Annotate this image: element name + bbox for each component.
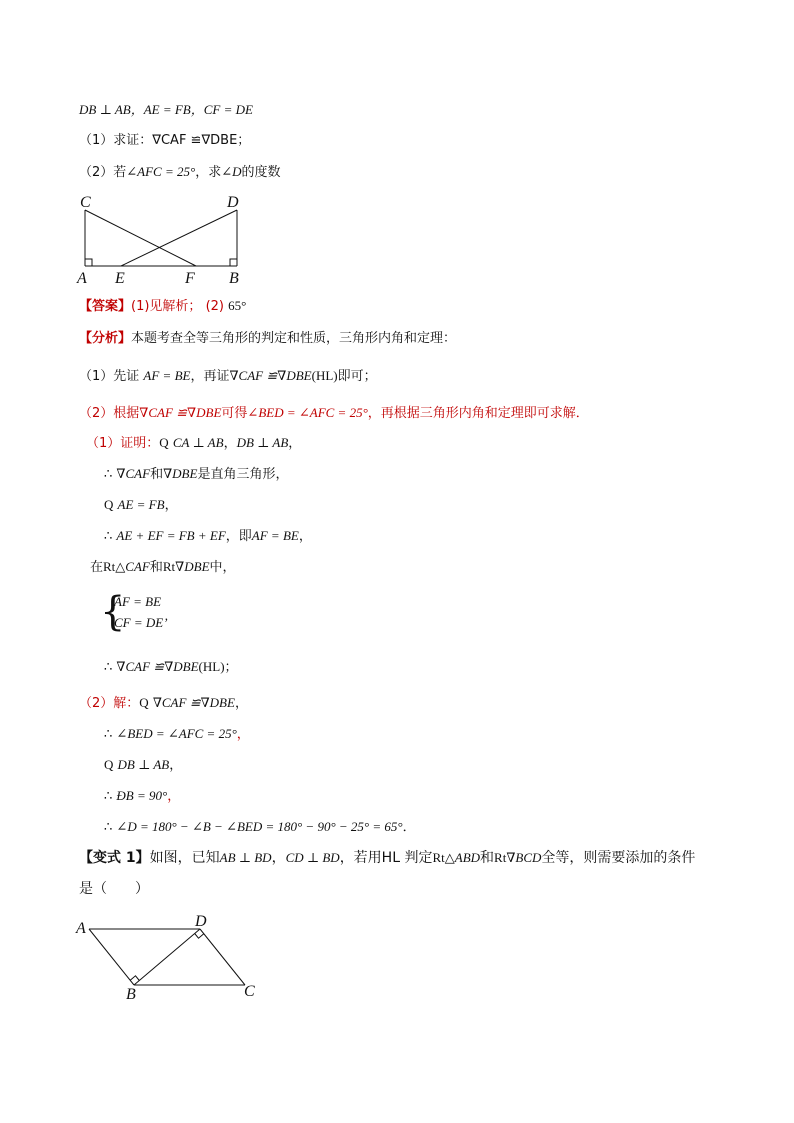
figure-2-diagram (70, 910, 270, 1005)
segment-DC (200, 929, 245, 985)
label-A: A (76, 920, 86, 937)
segment-BD (134, 929, 200, 985)
label-A: A (77, 270, 87, 287)
label-C: C (80, 194, 91, 211)
analysis-line: 【分析】本题考查全等三角形的判定和性质，三角形内角和定理： (79, 331, 457, 346)
variant-line-2: 是（ ） (79, 881, 149, 897)
system-brace: { (100, 589, 126, 635)
solution-line-5: ∴ ∠D = 180° − ∠B − ∠BED = 180° − 90° − 25° = 65°． (104, 819, 416, 835)
segment-AB (89, 929, 134, 985)
answer-line: 【答案】(1)见解析； (2) 65° (79, 298, 247, 314)
right-angle-mark-B (130, 976, 139, 981)
right-angle-mark-D (195, 934, 204, 939)
right-angle-mark-A (85, 259, 92, 266)
question-2: （2）若∠AFC = 25°，求∠D的度数 (79, 164, 281, 180)
label-E: E (115, 270, 125, 287)
solution-line-4: ∴ ÐB = 90°， (104, 788, 181, 804)
proof-line-6: ∴ ∇CAF ≌∇DBE(HL)； (104, 659, 238, 675)
solution-line-1: （2）解：Q ∇CAF ≌∇DBE， (79, 695, 248, 711)
right-angle-mark-B (230, 259, 237, 266)
proof-line-5: 在Rt△CAF和Rt∇DBE中， (90, 559, 236, 575)
figure-1-diagram (70, 190, 260, 290)
proof-line-1: （1）证明：Q CA ⊥ AB，DB ⊥ AB， (86, 435, 302, 451)
label-D: D (195, 913, 207, 930)
system-eq-2: CF = DE’ (114, 615, 168, 630)
label-D: D (227, 194, 239, 211)
label-B: B (126, 986, 136, 1003)
proof-line-2: ∴ ∇CAF和∇DBE是直角三角形， (104, 466, 289, 482)
analysis-step-2: （2）根据∇CAF ≌∇DBE可得∠BED = ∠AFC = 25°，再根据三角形内角和定理即可求解． (79, 405, 589, 421)
label-B: B (229, 270, 239, 287)
label-F: F (185, 270, 195, 287)
system-eq-1: AF = BE (114, 594, 162, 609)
question-1: （1）求证：∇CAF ≌∇DBE； (79, 133, 251, 148)
analysis-step-1: （1）先证 AF = BE，再证∇CAF ≌∇DBE(HL)即可； (79, 368, 377, 384)
problem-condition: DB ⊥ AB，AE = FB，CF = DE (79, 102, 253, 117)
proof-line-3: Q AE = FB， (104, 497, 178, 513)
label-C: C (244, 983, 255, 1000)
proof-line-4: ∴ AE + EF = FB + EF，即AF = BE， (104, 528, 312, 544)
solution-line-3: Q DB ⊥ AB， (104, 757, 183, 773)
variant-line-1: 【变式 1】如图，已知AB ⊥ BD，CD ⊥ BD，若用HL 判定Rt△ABD和Rt∇BCD全等，则需要添加的条件 (79, 850, 696, 866)
solution-line-2: ∴ ∠BED = ∠AFC = 25°， (104, 726, 250, 742)
